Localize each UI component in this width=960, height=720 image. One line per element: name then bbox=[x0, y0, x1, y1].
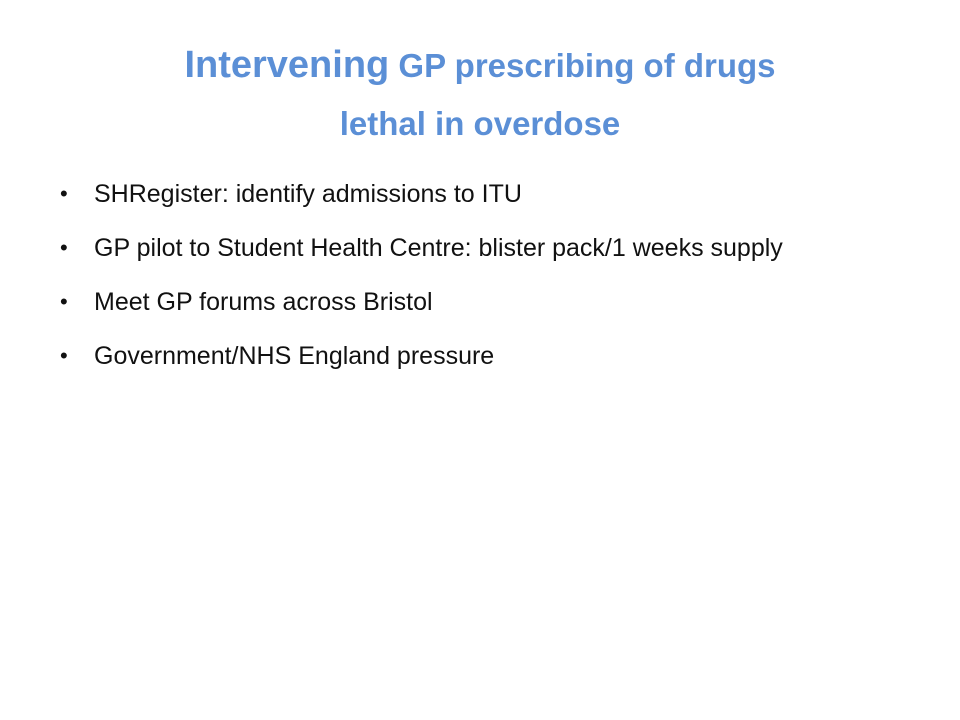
slide-title bbox=[60, 36, 900, 153]
bullet-item: • SHRegister: identify admissions to ITU bbox=[94, 178, 854, 210]
bullet-item: • GP pilot to Student Health Centre: blister pack/1 weeks supply bbox=[94, 232, 854, 264]
title-line-1 bbox=[60, 36, 900, 95]
bullet-item: • Meet GP forums across Bristol bbox=[94, 286, 854, 318]
bullet-item: • Government/NHS England pressure bbox=[94, 340, 854, 372]
title-line-2: lethal in overdose bbox=[339, 105, 621, 142]
title-word-intervening: Intervening bbox=[184, 44, 390, 86]
title-line-1-rest: GP prescribing of drugs bbox=[389, 47, 776, 84]
bullet-list bbox=[94, 178, 854, 394]
